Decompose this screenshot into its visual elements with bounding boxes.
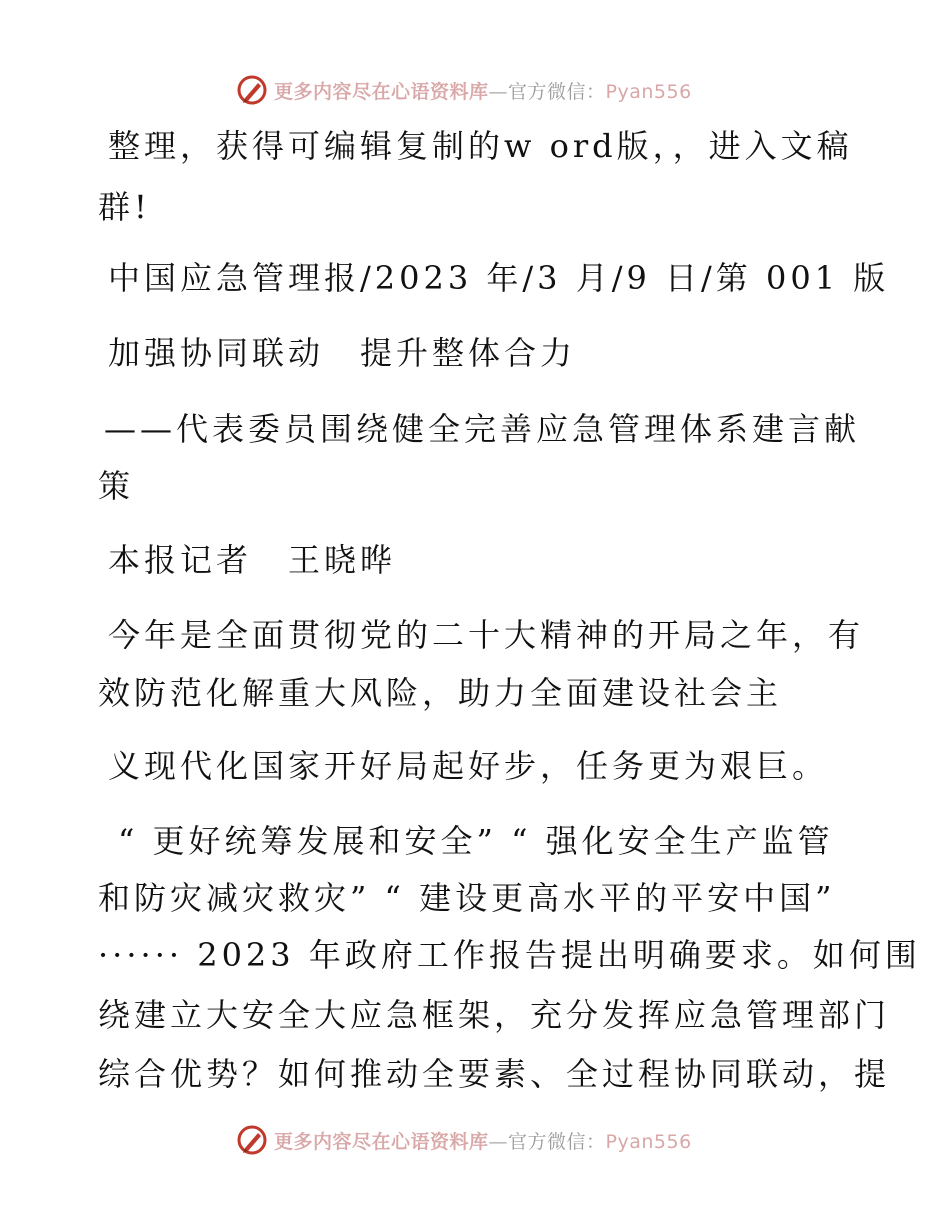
- paragraph-line: ······ 2023 年政府工作报告提出明确要求。如何围: [98, 936, 921, 974]
- pen-logo-icon: [236, 1124, 268, 1156]
- paragraph-line: 今年是全面贯彻党的二十大精神的开局之年，有: [108, 616, 865, 654]
- header-banner-content: [236, 70, 692, 110]
- paragraph-line: 综合优势？如何推动全要素、全过程协同联动，提: [98, 1055, 891, 1093]
- article-title: 加强协同联动 提升整体合力: [108, 334, 577, 372]
- paragraph-line: 和防灾减灾救灾” “ 建设更高水平的平安中国”: [98, 879, 836, 917]
- footer-banner-text: 更多内容尽在心语资料库—官方微信：Pyan556: [274, 1130, 692, 1153]
- paragraph-line: 绕建立大安全大应急框架，充分发挥应急管理部门: [98, 996, 891, 1034]
- footer-banner: [0, 1120, 950, 1160]
- footer-banner-content: [236, 1120, 692, 1160]
- header-banner-text: 更多内容尽在心语资料库—官方微信：Pyan556: [274, 80, 692, 103]
- paragraph-line: 效防范化解重大风险，助力全面建设社会主: [98, 674, 783, 712]
- body-line: 整理，获得可编辑复制的w ord版，，进入文稿: [108, 127, 853, 165]
- source-line: 中国应急管理报/2023 年/3 月/9 日/第 001 版: [108, 259, 890, 297]
- byline: 本报记者 王晓晔: [108, 541, 397, 579]
- article-subtitle: 策: [98, 467, 135, 505]
- paragraph-line: “ 更好统筹发展和安全” “ 强化安全生产监管: [118, 822, 834, 860]
- article-subtitle: ——代表委员围绕健全完善应急管理体系建言献: [104, 410, 861, 448]
- header-banner: [0, 70, 950, 110]
- paragraph-line: 义现代化国家开好局起好步，任务更为艰巨。: [108, 747, 829, 785]
- pen-logo-icon: [236, 74, 268, 106]
- body-line: 群!: [98, 188, 151, 226]
